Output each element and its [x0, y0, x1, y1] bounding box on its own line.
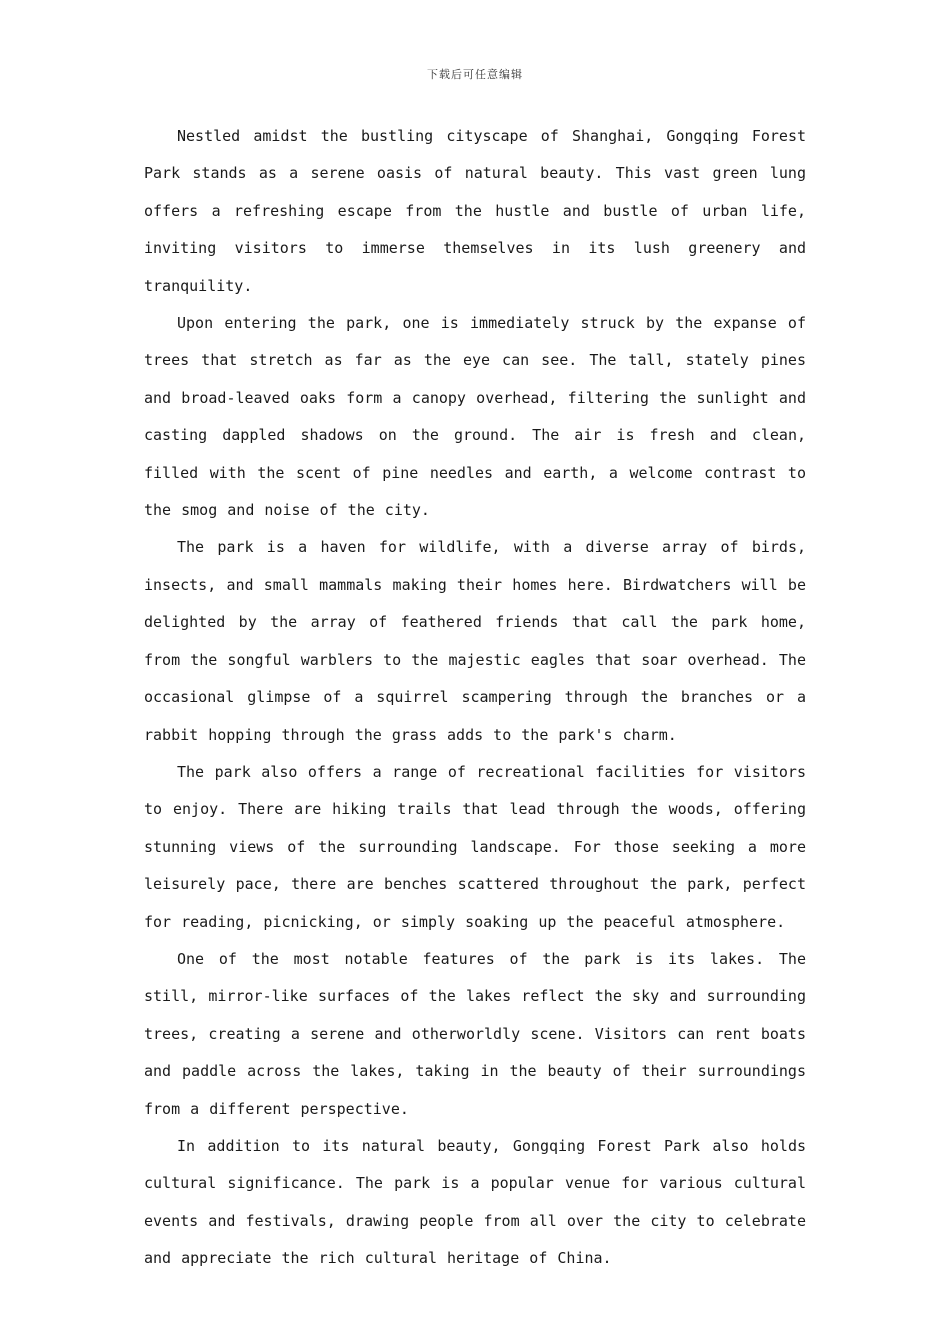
- paragraph-lakes: One of the most notable features of the park is its lakes. The still, mirror-like surfaces of the lakes reflect the sky and surrounding trees, creating a serene and otherworldly scene. Visitors can rent boats and paddle across the lakes, taking in the beauty of their surroundings from a different perspective.: [144, 949, 806, 1118]
- paragraph-trees: Upon entering the park, one is immediately struck by the expanse of trees that stretch as far as the eye can see. The tall, stately pines and broad-leaved oaks form a canopy overhead, filtering the sunlight and casting dappled shadows on the ground. The air is fresh and clean, filled with the scent of pine needles and earth, a welcome contrast to the smog and noise of the city.: [144, 314, 806, 520]
- paragraph-recreation: The park also offers a range of recreational facilities for visitors to enjoy. There are hiking trails that lead through the woods, offering stunning views of the surrounding landscape. For those seeking a more leisurely pace, there are benches scattered throughout the park, perfect for reading, picnicking, or simply soaking up the peaceful atmosphere.: [144, 762, 806, 931]
- paragraph-culture: In addition to its natural beauty, Gongqing Forest Park also holds cultural significance. The park is a popular venue for various cultural events and festivals, drawing people from all over the city to celebrate and appreciate the rich cultural heritage of China.: [144, 1136, 806, 1268]
- document-body: [144, 118, 806, 1278]
- paragraph-intro: Nestled amidst the bustling cityscape of Shanghai, Gongqing Forest Park stands as a serene oasis of natural beauty. This vast green lung offers a refreshing escape from the hustle and bustle of urban life, inviting visitors to immerse themselves in its lush greenery and tranquility.: [144, 127, 806, 295]
- page-header: 下载后可任意编辑: [427, 68, 523, 81]
- paragraph-wildlife: The park is a haven for wildlife, with a diverse array of birds, insects, and small mammals making their homes here. Birdwatchers will be delighted by the array of feathered friends that call the park home, from the songful warblers to the majestic eagles that soar overhead. The occasional glimpse of a squirrel scampering through the branches or a rabbit hopping through the grass adds to the park's charm.: [144, 538, 806, 744]
